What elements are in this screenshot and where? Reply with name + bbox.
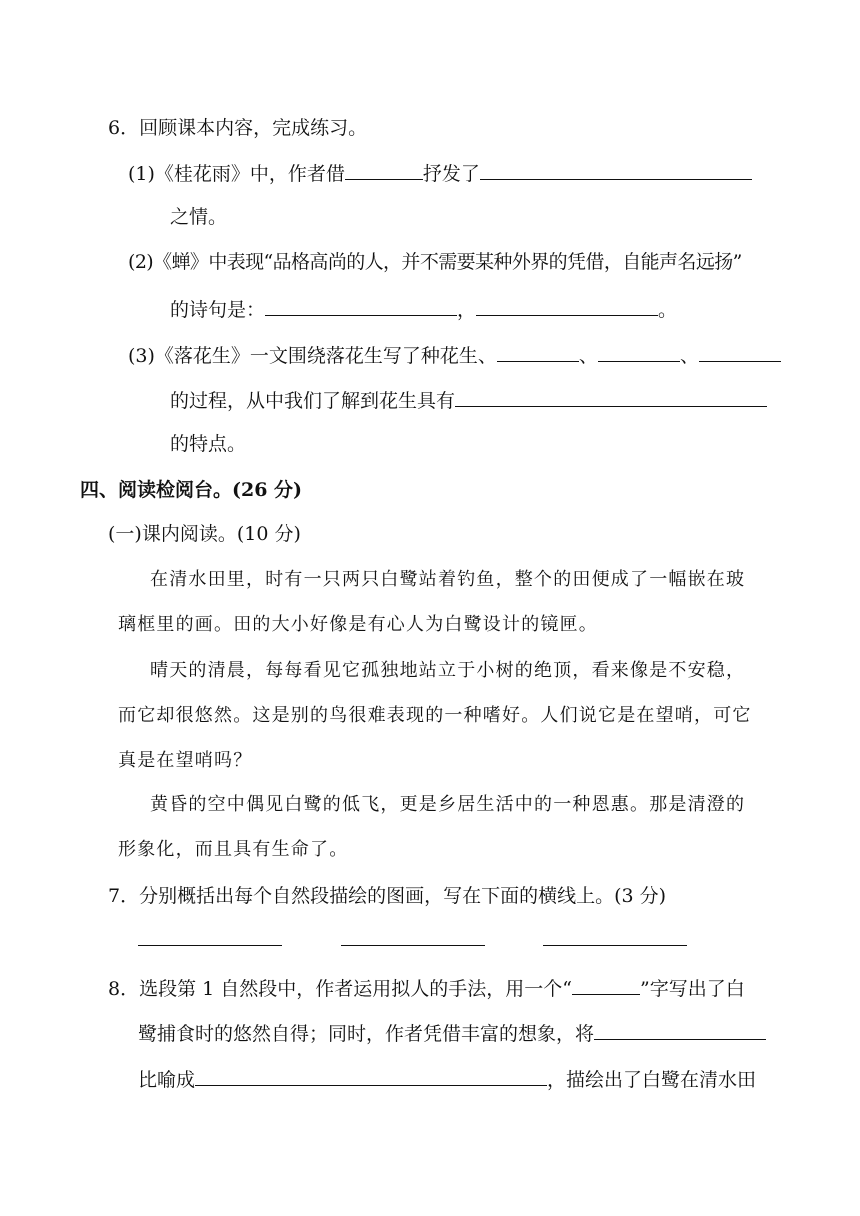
answer-line[interactable] xyxy=(543,945,687,946)
passage-line: 黄昏的空中偶见白鹭的低飞，更是乡居生活中的一种恩惠。那是清澄的 xyxy=(150,794,746,815)
q6-item-3-line-3: 的特点。 xyxy=(170,433,247,455)
q8-line-3: 比喻成 ，描绘出了白鹭在清水田 xyxy=(138,1066,756,1092)
q7-stem: 7．分别概括出每个自然段描绘的图画，写在下面的横线上。(3 分) xyxy=(108,885,667,907)
section-title: 四、阅读检阅台。(26 分) xyxy=(80,479,303,501)
passage-line: 璃框里的画。田的大小好像是有心人为白鹭设计的镜匣。 xyxy=(118,614,598,635)
passage-line: 真是在望哨吗？ xyxy=(118,750,253,771)
answer-blank[interactable] xyxy=(572,975,640,995)
q6-item-1-line-1: (1)《桂花雨》中，作者借 抒发了 xyxy=(128,160,752,186)
passage-line: 形象化，而且具有生命了。 xyxy=(118,839,349,860)
passage-line: 而它却很悠然。这是别的鸟很难表现的一种嗜好。人们说它是在望哨，可它 xyxy=(118,705,752,726)
answer-blank[interactable] xyxy=(497,342,579,362)
subsection-title: (一)课内阅读。(10 分) xyxy=(108,523,301,545)
answer-line[interactable] xyxy=(341,945,485,946)
q6-item-2-line-2: 的诗句是： ， 。 xyxy=(170,296,677,322)
answer-line[interactable] xyxy=(138,945,282,946)
answer-blank[interactable] xyxy=(265,296,457,316)
passage-line: 晴天的清晨，每每看见它孤独地站立于小树的绝顶，看来像是不安稳， xyxy=(150,660,746,681)
answer-blank[interactable] xyxy=(699,342,781,362)
answer-blank[interactable] xyxy=(345,160,423,180)
answer-blank[interactable] xyxy=(476,296,658,316)
q8-line-2: 鹭捕食时的悠然自得；同时，作者凭借丰富的想象，将 xyxy=(138,1020,766,1046)
answer-blank[interactable] xyxy=(195,1066,547,1086)
passage-line: 在清水田里，时有一只两只白鹭站着钓鱼，整个的田便成了一幅嵌在玻 xyxy=(150,569,746,590)
q6-item-2-line-1: (2)《蝉》中表现“品格高尚的人，并不需要某种外界的凭借，自能声名远扬” xyxy=(128,251,742,273)
answer-blank[interactable] xyxy=(594,1020,766,1040)
answer-blank[interactable] xyxy=(455,387,767,407)
q6-stem: 6．回顾课本内容，完成练习。 xyxy=(108,117,368,139)
q6-item-1-line-2: 之情。 xyxy=(170,206,228,228)
answer-blank[interactable] xyxy=(480,160,752,180)
answer-blank[interactable] xyxy=(598,342,680,362)
q6-item-3-line-2: 的过程，从中我们了解到花生具有 xyxy=(170,387,767,413)
q6-item-3-line-1: (3)《落花生》一文围绕落花生写了种花生、 、 、 xyxy=(128,342,781,368)
q8-line-1: 8．选段第 1 自然段中，作者运用拟人的手法，用一个“ ”字写出了白 xyxy=(108,975,745,1001)
